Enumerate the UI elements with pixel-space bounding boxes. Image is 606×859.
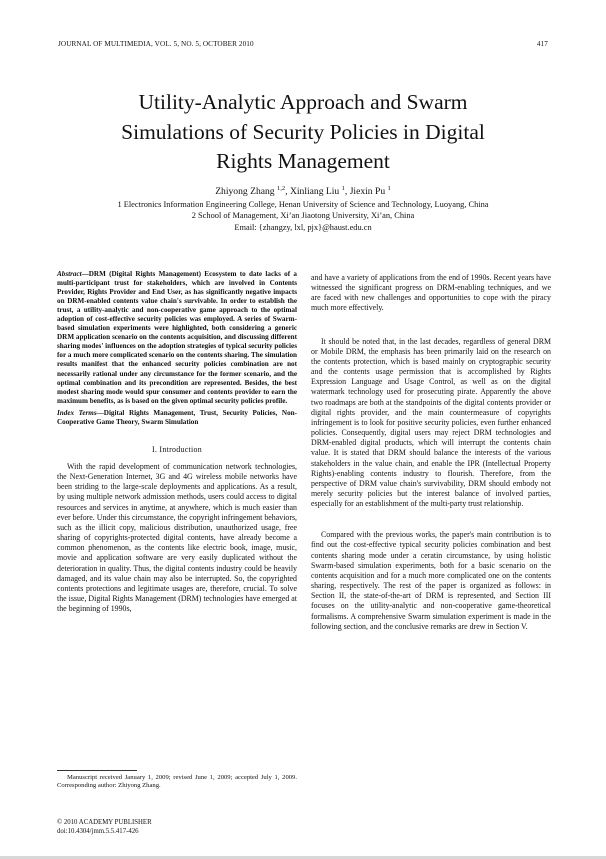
right-paragraph-1: and have a variety of applications from the end of 1990s. Recent years have witnessed the significant progress on DRM-enabling techniques, and we are faced with new challenges and opportunities to cope with the piracy much more effectively. xyxy=(311,273,551,313)
doi-line: doi:10.4304/jmm.5.5.417-426 xyxy=(57,827,139,835)
right-paragraph-3: Compared with the previous works, the paper's main contribution is to find out the cost-effective typical security policies combination and best contents sharing mode under a ceratin circumstance, by using holistic Swarm-based simulation experiments, both for a basic scenario on the contents acquisition and for a much more complicated one on the contents sharing, respectively. The rest of the paper is organized as follows: in Section II, the state-of-the-art of DRM is represented, and Section III focuses on the utility-analytic and non-cooperative game-theoretical formalisms. A comprehensive Swarm simulation experiment is made in the following section, and the conclusive remarks are drew in Section V. xyxy=(311,530,551,631)
author-3-affil: 1 xyxy=(387,185,391,192)
author-3: Jiexin Pu xyxy=(349,186,386,198)
author-email: Email: {zhangzy, lxl, pjx}@haust.edu.cn xyxy=(234,222,372,232)
footnote: Manuscript received January 1, 2009; revised June 1, 2009; accepted July 1, 2009. Corresponding author: Zhiyong Zhang. xyxy=(57,774,297,790)
right-paragraph-2: It should be noted that, in the last decades, regardless of general DRM or Mobile DRM, the emphasis has been primarily laid on the research on the contents protection, which is based mainly on cryptographic security and the contents usage permission that is accomplished by Rights Expression Language and Usage Control, as well as on the digital watermark technology used for prosecuting pirate. Apparently the above two roadmaps are both at the standpoints of the digital contents provider or digital rights provider, and the main countermeasure of copyrights infringement is to look for positive security policies, even further enhanced policies. Consequently, digital users may reject DRM technologies and DRM-enabled digital products, which will interrupt the contents chain value. It is stated that DRM should balance the interests of the various stakeholders in the value chain, and enable the IPR (Intellectual Property Rights)-enabling contents industry to flourish. Therefore, from the perspective of DRM value chain's survivability, DRM should embody not merely security policies but the interest balance of involved parties, especially for an establishment of the multi-party trust relationship. xyxy=(311,336,551,509)
title-line-2: Simulations of Security Policies in Digital xyxy=(121,119,485,144)
publisher-info xyxy=(57,819,152,836)
journal-name: JOURNAL OF MULTIMEDIA, VOL. 5, NO. 5, OCTOBER 2010 xyxy=(58,40,254,48)
author-1-affil: 1,2 xyxy=(277,185,286,192)
right-column xyxy=(311,273,551,632)
abstract xyxy=(57,270,297,406)
author-2: Xinliang Liu xyxy=(289,186,340,198)
abstract-label: Abstract xyxy=(57,270,82,278)
affiliations xyxy=(40,199,566,233)
index-terms xyxy=(57,409,297,427)
running-header xyxy=(58,40,548,48)
page-number: 417 xyxy=(536,40,548,48)
introduction-paragraph-1: With the rapid development of communication network technologies, the Next-Generation Internet, 3G and 4G wireless mobile networks have been striding to the large-scale deployments and applications. As a result, by using multiple network admission methods, users could access to digital resources and services in anytime, at anywhere, which is much easier than ever before. Under this circumstance, the copyright infringement behaviors, such as the illicit copy, malicious distribution, unauthorized usage, free sharing of copyrights-protected digital contents, have already become a common phenomenon, as the contents like electric book, image, music, movie and application software are very easily duplicated without the deterioration in quality. Thus, the digital contents industry could be heavily damaged, and its value chain may also be interrupted. So, the copyrighted contents protections and legitimate usages are, therefore, crucial. To solve the issue, Digital Rights Management (DRM) technologies have emerged at the beginning of 1990s, xyxy=(57,461,297,614)
copyright-line: © 2010 ACADEMY PUBLISHER xyxy=(57,819,152,826)
footnote-rule xyxy=(57,770,137,771)
abstract-text: —DRM (Digital Rights Management) Ecosystem to date lacks of a multi-participant trust for stakeholders, which are involved in Contents Provider, Rights Provider and End User, as has significantly negative impacts on DRM-enabled contents value chain's survivable. In order to establish the trust, a utility-analytic and non-cooperative game approach to the optimal adoption of cost-effective security policies was employed. A series of Swarm-based simulation experiments were highlighted, both considering a generic DRM application scenario on the contents acquisition, and discussing different sharing modes' influences on the adoption strategies of typical security policies for a much more complicated scenario on the contents sharing. The simulation results manifest that the enhanced security policies combination are not necessarily rational under any circumstance for the former scenario, and the optimal combination and its precondition are represented. Besides, the best modest sharing mode would spur consumer and contents provider to earn the maximum benefits, as is based on the given optimal security policies profile. xyxy=(57,270,297,405)
author-list: Zhiyong Zhang $^{1,2}$, Xinliang Liu $^1$, Jiexin Pu $^1$ xyxy=(215,185,391,198)
affiliation-2: 2 School of Management, Xi’an Jiaotong University, Xi’an, China xyxy=(191,211,415,221)
author-1: Zhiyong Zhang xyxy=(215,186,275,198)
paragraph-gap xyxy=(311,314,551,337)
author-2-affil: 1 xyxy=(341,185,345,192)
title-line-1: Utility-Analytic Approach and Swarm xyxy=(138,90,468,114)
paper-title xyxy=(40,88,566,177)
index-terms-label: Index Terms xyxy=(57,408,97,417)
left-column xyxy=(57,270,297,614)
affiliation-1: 1 Electronics Information Engineering College, Henan University of Science and Technology, Luoyang, China xyxy=(117,200,489,209)
title-line-3: Rights Management xyxy=(216,149,390,173)
index-terms-text: —Digital Rights Management, Trust, Security Policies, Non-Cooperative Game Theory, Swarm Simulation xyxy=(57,408,298,426)
section-heading-introduction: I. Introduction xyxy=(151,444,203,454)
paragraph-gap xyxy=(311,509,551,530)
